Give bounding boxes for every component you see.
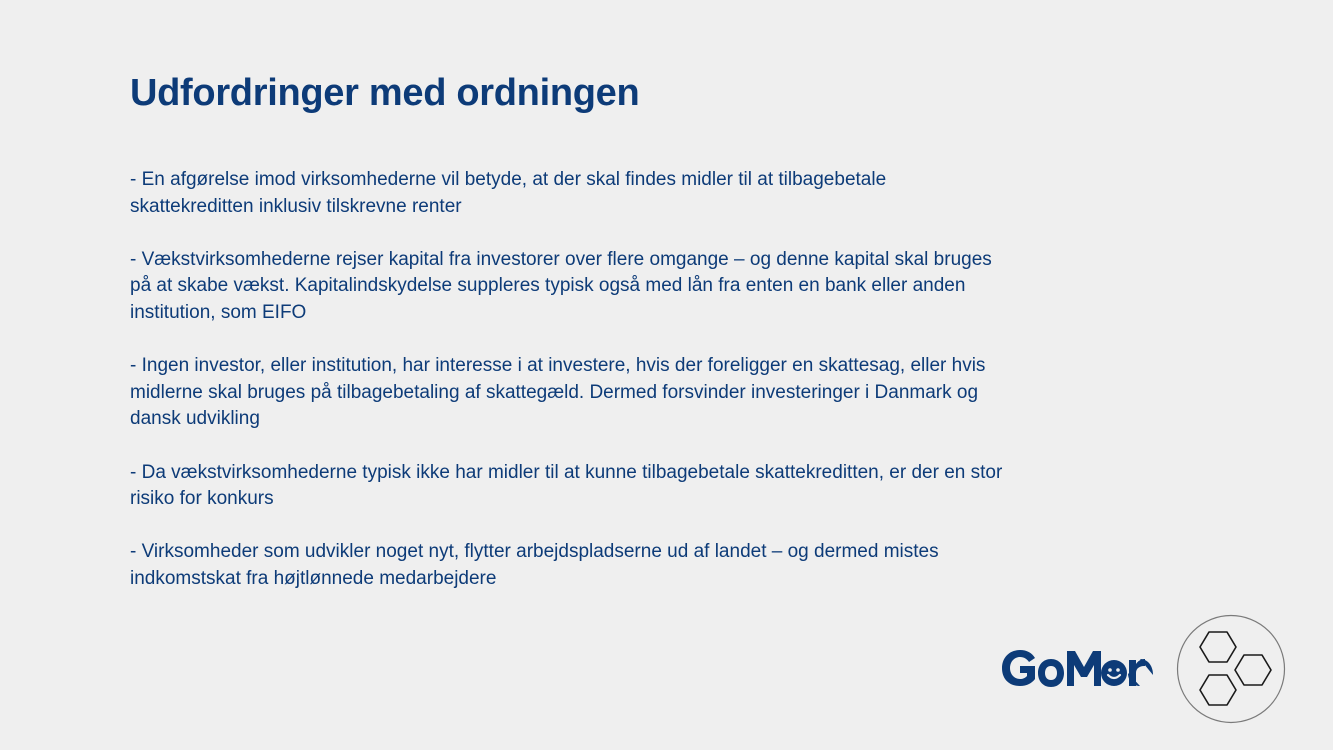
list-item: - Da vækstvirksomhederne typisk ikke har midler til at kunne tilbagebetale skattekreditten, er der en stor risiko for konkurs [130, 461, 1003, 510]
list-item: - Virksomheder som udvikler noget nyt, flytter arbejdspladserne ud af landet – og dermed mistes indkomstskat fra højtlønnede medarbejdere [130, 541, 939, 589]
gomore-logo [1000, 644, 1155, 694]
list-item: - En afgørelse imod virksomhederne vil betyde, at der skal findes midler til at tilbagebetale skattekreditten inklusiv tilskrevne renter [130, 169, 887, 217]
bullet-list [130, 167, 1010, 619]
list-item: - Vækstvirksomhederne rejser kapital fra investorer over flere omgange – og denne kapital skal bruges på at skabe vækst. Kapitalindskydelse suppleres typisk også med lån fra enten en bank eller anden institution, som EIFO [130, 248, 992, 323]
hexagon-cluster-icon [1175, 614, 1287, 724]
page-title: Udfordringer med ordningen [130, 72, 640, 114]
logo-area [1000, 614, 1290, 724]
list-item: - Ingen investor, eller institution, har interesse i at investere, hvis der foreligger en skattesag, eller hvis midlerne skal bruges på tilbagebetaling af skattegæld. Dermed forsvinder investeringer i Danmark og dansk udvikling [130, 355, 986, 430]
